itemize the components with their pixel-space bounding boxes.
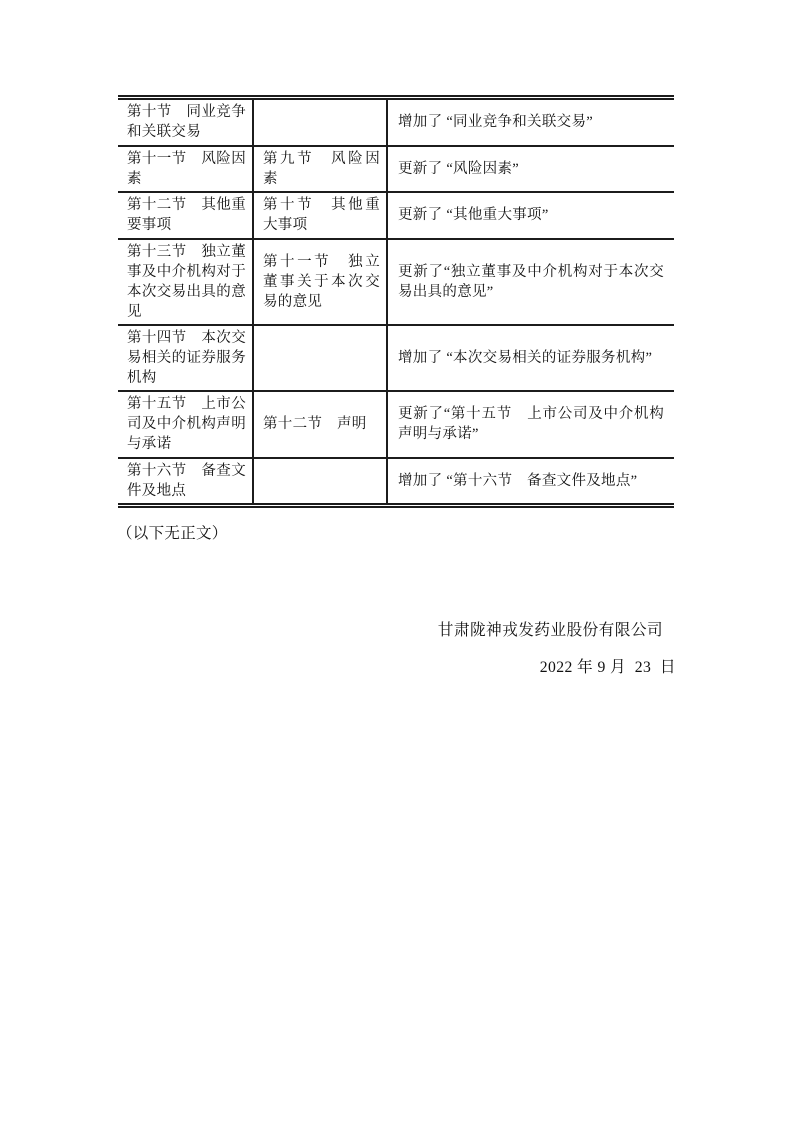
- cell-new-section: 第十六节 备查文件及地点: [118, 458, 253, 506]
- cell-old-section: [253, 325, 387, 391]
- cell-change-description: 增加了 “本次交易相关的证券服务机构”: [387, 325, 674, 391]
- end-of-text-note: （以下无正文）: [117, 525, 228, 542]
- cell-change-description: 增加了 “第十六节 备查文件及地点”: [398, 472, 638, 489]
- cell-new-section: 第十一节 风险因素: [118, 146, 253, 192]
- cell-new-section: 第十五节 上市公司及中介机构声明与承诺: [118, 391, 253, 458]
- table-row: [118, 325, 674, 391]
- section-comparison-table: [118, 95, 674, 508]
- cell-old-section: 第十二节 声明: [253, 391, 387, 458]
- cell-new-section: 第十四节 本次交易相关的证券服务机构: [118, 325, 253, 391]
- table-row: [118, 458, 674, 506]
- cell-old-section: [253, 98, 387, 146]
- company-signature: 甘肃陇神戎发药业股份有限公司: [437, 622, 663, 639]
- table-row: [118, 391, 674, 458]
- cell-change-description: 更新了“独立董事及中介机构对于本次交易出具的意见”: [387, 239, 674, 325]
- table-row: [118, 146, 674, 192]
- signature-date: 2022 年 9 月 23 日: [539, 659, 676, 676]
- table-row: [118, 192, 674, 239]
- cell-change-description: 更新了 “风险因素”: [387, 146, 674, 192]
- cell-change-description: 更新了“第十五节 上市公司及中介机构声明与承诺”: [387, 391, 674, 458]
- table-row: [118, 98, 674, 146]
- cell-new-section: 第十二节 其他重要事项: [118, 192, 253, 239]
- cell-old-section: [253, 458, 387, 506]
- cell-change-description: 更新了 “其他重大事项”: [387, 192, 674, 239]
- cell-old-section: 第十一节 独立董事关于本次交易的意见: [253, 239, 387, 325]
- table-row: [118, 239, 674, 325]
- cell-old-section: 第十节 其他重大事项: [253, 192, 387, 239]
- cell-new-section: 第十三节 独立董事及中介机构对于本次交易出具的意见: [118, 239, 253, 325]
- cell-new-section: 第十节 同业竞争和关联交易: [118, 98, 253, 146]
- cell-change-description: 增加了 “同业竞争和关联交易”: [387, 98, 674, 146]
- cell-old-section: 第九节 风险因素: [253, 146, 387, 192]
